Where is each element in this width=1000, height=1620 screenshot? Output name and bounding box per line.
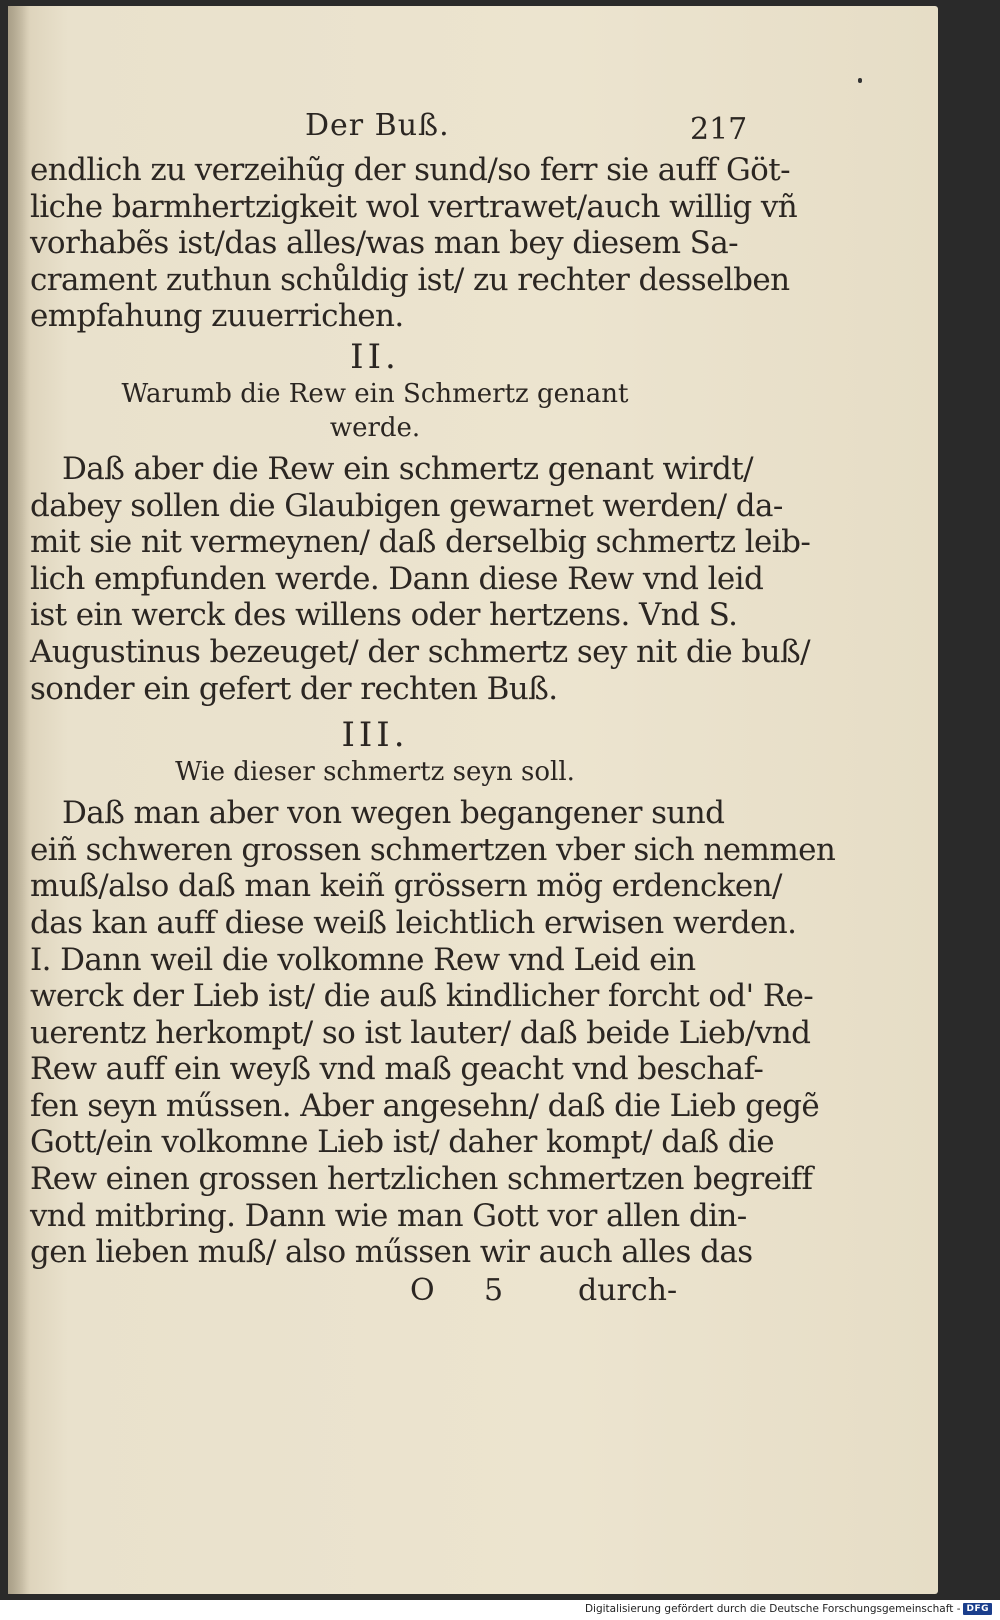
text-line: Augustinus bezeuget/ der schmertz sey nit die buß/ — [30, 633, 810, 670]
text-line: endlich zu verzeihũg der sund/so ferr sie auff Göt- — [30, 152, 790, 188]
intro-paragraph — [30, 152, 798, 335]
text-line: ist ein werck des willens oder hertzens. Vnd S. — [30, 597, 738, 634]
digitization-footer — [585, 1600, 992, 1618]
signature-mark: O — [410, 1272, 435, 1308]
footer-text: Digitalisierung gefördert durch die Deutsche Forschungsgemeinschaft - — [584, 1603, 961, 1615]
text-line: mit sie nit vermeynen/ daß derselbig schmertz leib- — [30, 524, 811, 561]
section-title: Wie dieser schmertz seyn soll. — [175, 757, 575, 788]
text-line: Daß aber die Rew ein schmertz genant wirdt/ — [62, 450, 753, 487]
text-line: das kan auff diese weiß leichtlich erwisen werden. — [30, 904, 797, 941]
text-line: lich empfunden werde. Dann diese Rew vnd leid — [30, 560, 764, 597]
page-header — [30, 108, 748, 152]
dfg-logo: DFG — [963, 1603, 992, 1615]
section-number: II. — [350, 336, 400, 377]
text-line: Gott/ein volkomne Lieb ist/ daher kompt/ daß die — [30, 1124, 775, 1161]
catchword: durch- — [578, 1272, 678, 1308]
text-line: vnd mitbring. Dann wie man Gott vor allen din- — [30, 1197, 747, 1234]
text-line: I. Dann weil die volkomne Rew vnd Leid ein — [30, 941, 696, 978]
page-number: 217 — [690, 112, 748, 147]
text-line: liche barmhertzigkeit wol vertrawet/auch willig vñ — [30, 188, 798, 225]
text-line: Daß man aber von wegen begangener sund — [62, 795, 725, 832]
text-line: sonder ein gefert der rechten Buß. — [30, 670, 558, 707]
text-line: fen seyn műssen. Aber angesehn/ daß die Lieb gegẽ — [30, 1087, 820, 1124]
text-line: uerentz herkompt/ so ist lauter/ daß beide Lieb/vnd — [30, 1014, 811, 1051]
text-line: empfahung zuuerrichen. — [30, 298, 404, 335]
section-title: Warumb die Rew ein Schmertz genant — [121, 378, 629, 409]
section-3 — [30, 715, 836, 1271]
running-head: Der Buß. — [305, 108, 450, 143]
text-line: vorhabẽs ist/das alles/was man bey diesem Sa- — [30, 225, 739, 262]
text-line: Rew auff ein weyß vnd maß geacht vnd beschaf- — [30, 1051, 764, 1088]
text-line: muß/also daß man keiñ grössern mög erdencken/ — [30, 868, 782, 905]
text-line: crament zuthun schůldig ist/ zu rechter desselben — [30, 261, 790, 298]
section-title: werde. — [329, 412, 421, 443]
page-gutter-shadow — [8, 6, 30, 1594]
section-number: III. — [341, 715, 409, 756]
text-line: eiñ schweren grossen schmertzen vber sich nemmen — [30, 831, 836, 868]
text-line: dabey sollen die Glaubigen gewarnet werden/ da- — [30, 487, 783, 524]
signature-number: 5 — [484, 1272, 504, 1308]
text-line: gen lieben muß/ also műssen wir auch alles das — [30, 1234, 753, 1271]
section-2 — [30, 336, 811, 707]
text-line: Rew einen grossen hertzlichen schmertzen begreiff — [30, 1161, 813, 1198]
page-text-block — [30, 108, 836, 1313]
speck-mark — [858, 78, 862, 83]
signature-line — [30, 1273, 720, 1313]
text-line: werck der Lieb ist/ die auß kindlicher forcht od' Re- — [30, 978, 814, 1015]
